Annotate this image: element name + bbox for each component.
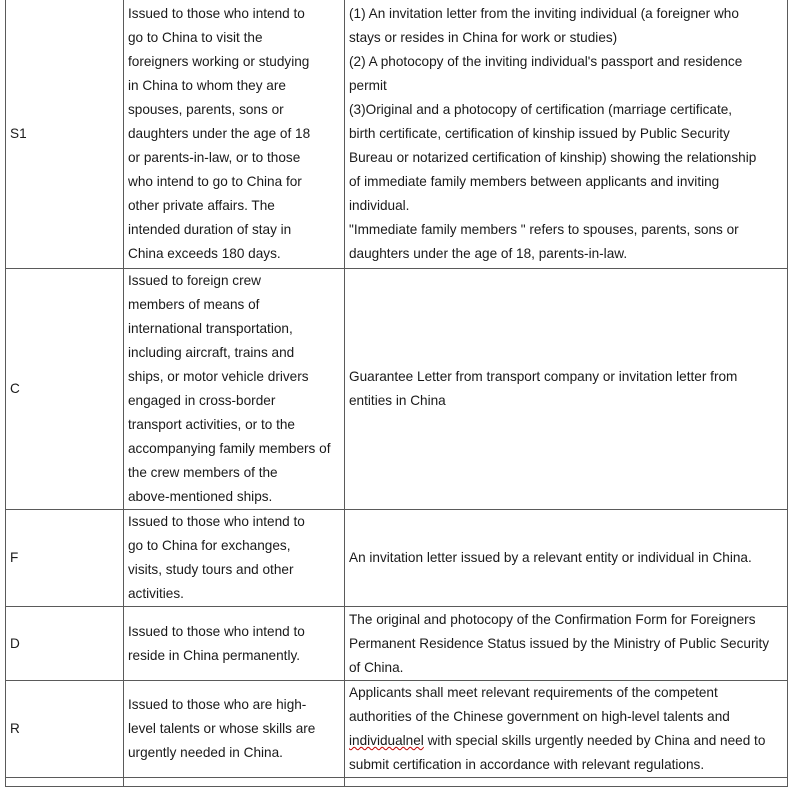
purpose-line: Issued to those who intend to [128,514,305,529]
document-line: (3)Original and a photocopy of certification (marriage certificate, [349,101,733,117]
document-line-rest: with special skills urgently needed by China and need to [423,733,766,748]
purpose-line: spouses, parents, sons or [128,101,284,117]
required-documents-cell [345,607,788,681]
purpose-line: above-mentioned ships. [128,489,273,504]
purpose-line: accompanying family members of [128,441,331,456]
table-row-d [6,607,788,681]
purpose-line: level talents or whose skills are [128,721,316,736]
purpose-line: Issued to those who are high- [128,697,307,712]
purpose-line: reside in China permanently. [128,647,301,663]
purpose-line: including aircraft, trains and [128,345,295,360]
visa-type-cell: F [6,510,124,607]
misspelled-word: individualnel [349,733,424,748]
visa-type-cell: C [6,269,124,510]
visa-type-cell: D [6,607,124,681]
document-line [349,729,785,753]
visa-purpose-cell [124,269,345,510]
purpose-line: transport activities, or to the [128,417,295,432]
document-line: entities in China [349,393,446,408]
purpose-line: China exceeds 180 days. [128,245,281,261]
document-line: Applicants shall meet relevant requirements of the competent [349,685,718,700]
purpose-line: members of means of [128,297,260,312]
purpose-line: who intend to go to China for [128,173,302,189]
table-row-s1 [6,0,788,269]
document-line: The original and photocopy of the Confirmation Form for Foreigners [349,611,756,627]
document-line: Bureau or notarized certification of kinship) showing the relationship [349,149,757,165]
document-line: birth certificate, certification of kinship issued by Public Security [349,125,730,141]
table-row-tail [6,778,788,787]
document-line: permit [349,77,387,93]
document-line: Guarantee Letter from transport company or invitation letter from [349,369,738,384]
table-row-f [6,510,788,607]
document-line: individual. [349,197,410,213]
table-row-c [6,269,788,510]
purpose-line: other private affairs. The [128,197,275,213]
visa-type-cell: S1 [6,0,124,269]
document-line: of China. [349,659,404,675]
visa-type-cell: R [6,681,124,778]
document-line: stays or resides in China for work or studies) [349,29,618,45]
required-documents-cell [345,0,788,269]
purpose-line: international transportation, [128,321,293,336]
tail-cell-docs [345,778,788,787]
document-line: (1) An invitation letter from the inviting individual (a foreigner who [349,5,739,21]
purpose-line: intended duration of stay in [128,221,292,237]
document-line: submit certification in accordance with relevant regulations. [349,757,705,772]
purpose-line: go to China for exchanges, [128,538,291,553]
visa-purpose-cell [124,510,345,607]
visa-purpose-cell [124,681,345,778]
purpose-line: daughters under the age of 18 [128,125,311,141]
purpose-line: or parents-in-law, or to those [128,149,301,165]
purpose-line: foreigners working or studying [128,53,310,69]
document-line: authorities of the Chinese government on high-level talents and [349,709,730,724]
purpose-line: activities. [128,586,184,601]
purpose-line: Issued to those who intend to [128,623,305,639]
document-line: daughters under the age of 18, parents-in-law. [349,245,628,261]
purpose-line: engaged in cross-border [128,393,276,408]
required-documents-cell [345,510,788,607]
document-line: "Immediate family members " refers to spouses, parents, sons or [349,221,739,237]
purpose-line: ships, or motor vehicle drivers [128,369,309,384]
purpose-line: Issued to foreign crew [128,273,261,288]
visa-purpose-cell [124,0,345,269]
purpose-line: go to China to visit the [128,29,263,45]
purpose-line: the crew members of the [128,465,278,480]
table-row-r [6,681,788,778]
document-line: An invitation letter issued by a relevant entity or individual in China. [349,550,752,565]
purpose-line: in China to whom they are [128,77,286,93]
document-line: (2) A photocopy of the inviting individual's passport and residence [349,53,743,69]
document-line: Permanent Residence Status issued by the Ministry of Public Security [349,635,770,651]
purpose-line: visits, study tours and other [128,562,294,577]
purpose-line: urgently needed in China. [128,745,283,760]
tail-cell-purpose [124,778,345,787]
document-line: of immediate family members between applicants and inviting [349,173,720,189]
visa-requirements-table [5,0,788,787]
visa-purpose-cell [124,607,345,681]
required-documents-cell [345,681,788,778]
tail-cell-type [6,778,124,787]
required-documents-cell [345,269,788,510]
purpose-line: Issued to those who intend to [128,5,305,21]
